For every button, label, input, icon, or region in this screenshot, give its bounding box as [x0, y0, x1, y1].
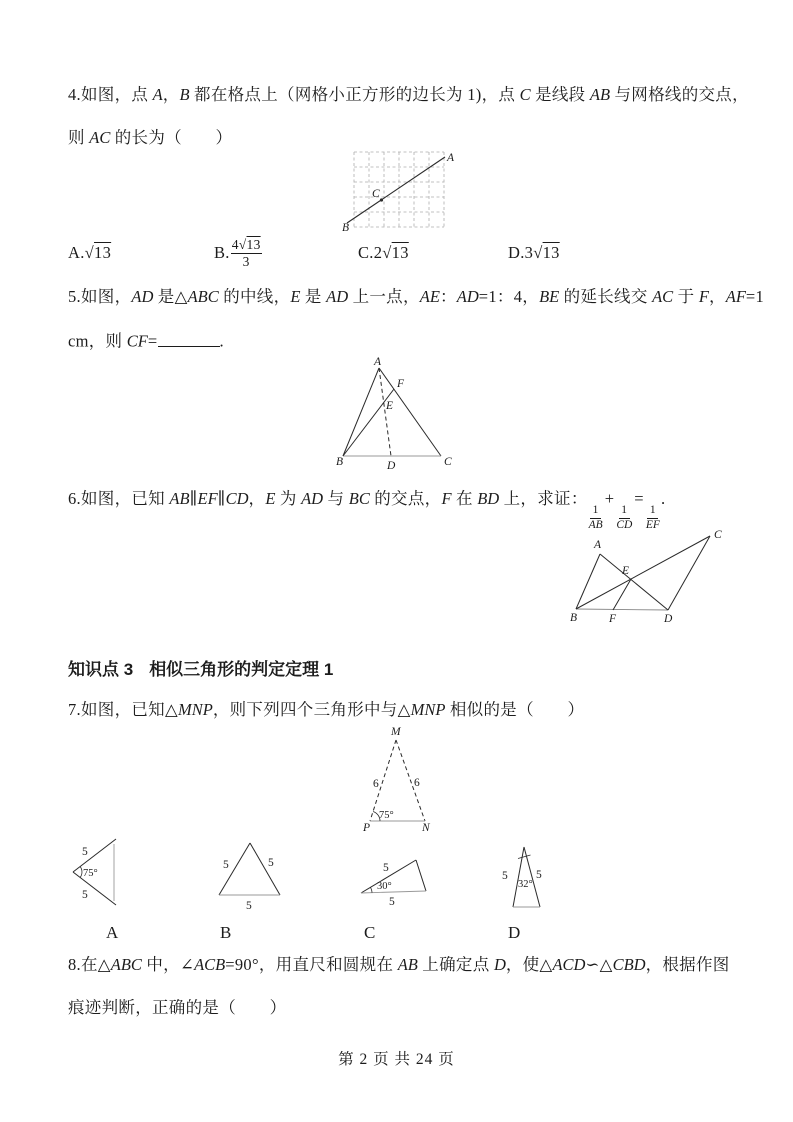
point-c-dot	[380, 198, 383, 201]
angle-label: 32°	[518, 879, 533, 890]
angle-arc	[370, 887, 372, 892]
q7-option-d-figure	[496, 837, 571, 922]
triangle-lines	[343, 368, 441, 456]
q7-option-a-figure	[58, 835, 188, 923]
angle-arc	[80, 867, 82, 878]
q6-text-line: 6.如图，已知 AB∥EF∥CD，E 为 AD 与 BC 的交点，F 在 BD 上，求证： $\frac{1}{AB}$ + $\frac{1}{CD}$ = $\frac{1}{EF}$ .	[68, 489, 666, 531]
q7-option-c-figure	[350, 841, 490, 911]
q7-option-a-label: A	[106, 923, 119, 942]
q7-option-c-label: C	[364, 923, 376, 942]
point-label-a: A	[594, 539, 602, 551]
point-label-b: B	[336, 456, 344, 468]
q6-figure	[548, 524, 733, 624]
q8-text-line1: 8.在△ABC 中，∠ACB=90°，用直尺和圆规在 AB 上确定点 D，使△ACD∽△CBD，根据作图	[68, 955, 730, 974]
q7-option-b-figure	[206, 837, 321, 915]
point-label-e: E	[386, 400, 394, 412]
point-label-c: C	[372, 188, 380, 200]
q7-mnp-figure	[342, 724, 454, 832]
fraction-1-ef: $\frac{1}{EF}$	[645, 504, 660, 531]
sqrt-sign: √	[84, 243, 95, 262]
fraction: 4√13 3	[231, 236, 261, 269]
q4-option-c: C. 2 √ 13	[358, 243, 409, 262]
side-label: 5	[536, 869, 542, 881]
fraction-1-ab: $\frac{1}{AB}$	[588, 504, 603, 531]
sqrt-sign: √	[238, 236, 247, 252]
triangle-lines	[361, 860, 426, 893]
q8-text-line2: 痕迹判断，正确的是（ ）	[68, 998, 287, 1017]
sqrt-sign: √	[382, 243, 392, 262]
side-label-right: 6	[414, 777, 420, 789]
sqrt-sign: √	[533, 243, 543, 262]
q7-option-d-label: D	[508, 923, 521, 942]
point-label-a: A	[374, 356, 382, 368]
answer-blank	[158, 330, 220, 347]
side-label: 5	[502, 870, 508, 882]
q4-option-b: B. 4√13 3	[214, 236, 261, 269]
point-label-a: A	[447, 152, 455, 164]
section-heading: 知识点 3 相似三角形的判定定理 1	[68, 660, 334, 679]
q4-text-line2: 则 AC 的长为（ ）	[68, 128, 233, 147]
grid-lines	[354, 152, 444, 227]
angle-label: 75°	[379, 810, 394, 821]
q5-triangle-figure	[336, 356, 456, 471]
q7-text-line: 7.如图，已知△MNP，则下列四个三角形中与△MNP 相似的是（ ）	[68, 700, 585, 719]
point-label-d: D	[387, 460, 396, 471]
point-label-p: P	[363, 822, 371, 832]
angle-label: 75°	[83, 868, 98, 879]
side-label: 5	[82, 846, 88, 858]
point-label-m: M	[391, 726, 401, 738]
point-label-b: B	[342, 222, 350, 234]
angle-label: 30°	[377, 881, 392, 892]
q4-text-line1: 4.如图，点 A，B 都在格点上（网格小正方形的边长为 1)，点 C 是线段 AB 与网格线的交点，	[68, 85, 749, 104]
point-label-e: E	[622, 565, 630, 577]
side-label: 5	[383, 862, 389, 874]
fraction-1-cd: $\frac{1}{CD}$	[616, 504, 633, 531]
point-label-c: C	[444, 456, 452, 468]
q4-grid-figure	[342, 146, 467, 236]
point-label-c: C	[714, 529, 722, 541]
q5-text-line1: 5.如图，AD 是△ABC 的中线，E 是 AD 上一点，AE：AD=1：4，BE 的延长线交 AC 于 F，AF=1	[68, 287, 765, 306]
angle-mark	[518, 855, 531, 859]
q4-option-a: A. √ 13	[68, 243, 112, 262]
side-label: 5	[82, 889, 88, 901]
side-label: 5	[223, 859, 229, 871]
side-label-left: 6	[373, 778, 379, 790]
point-label-b: B	[570, 612, 578, 624]
q7-option-b-label: B	[220, 923, 232, 942]
point-label-d: D	[664, 613, 673, 624]
side-label: 5	[246, 900, 252, 912]
page-footer: 第 2 页 共 24 页	[338, 1051, 455, 1068]
q5-text-line2: cm，则 CF= .	[68, 331, 224, 351]
q4-option-d: D. 3 √ 13	[508, 243, 560, 262]
side-label: 5	[389, 896, 395, 908]
point-label-f: F	[397, 378, 405, 390]
point-label-f: F	[609, 613, 617, 624]
side-label: 5	[268, 857, 274, 869]
point-label-n: N	[422, 822, 430, 832]
